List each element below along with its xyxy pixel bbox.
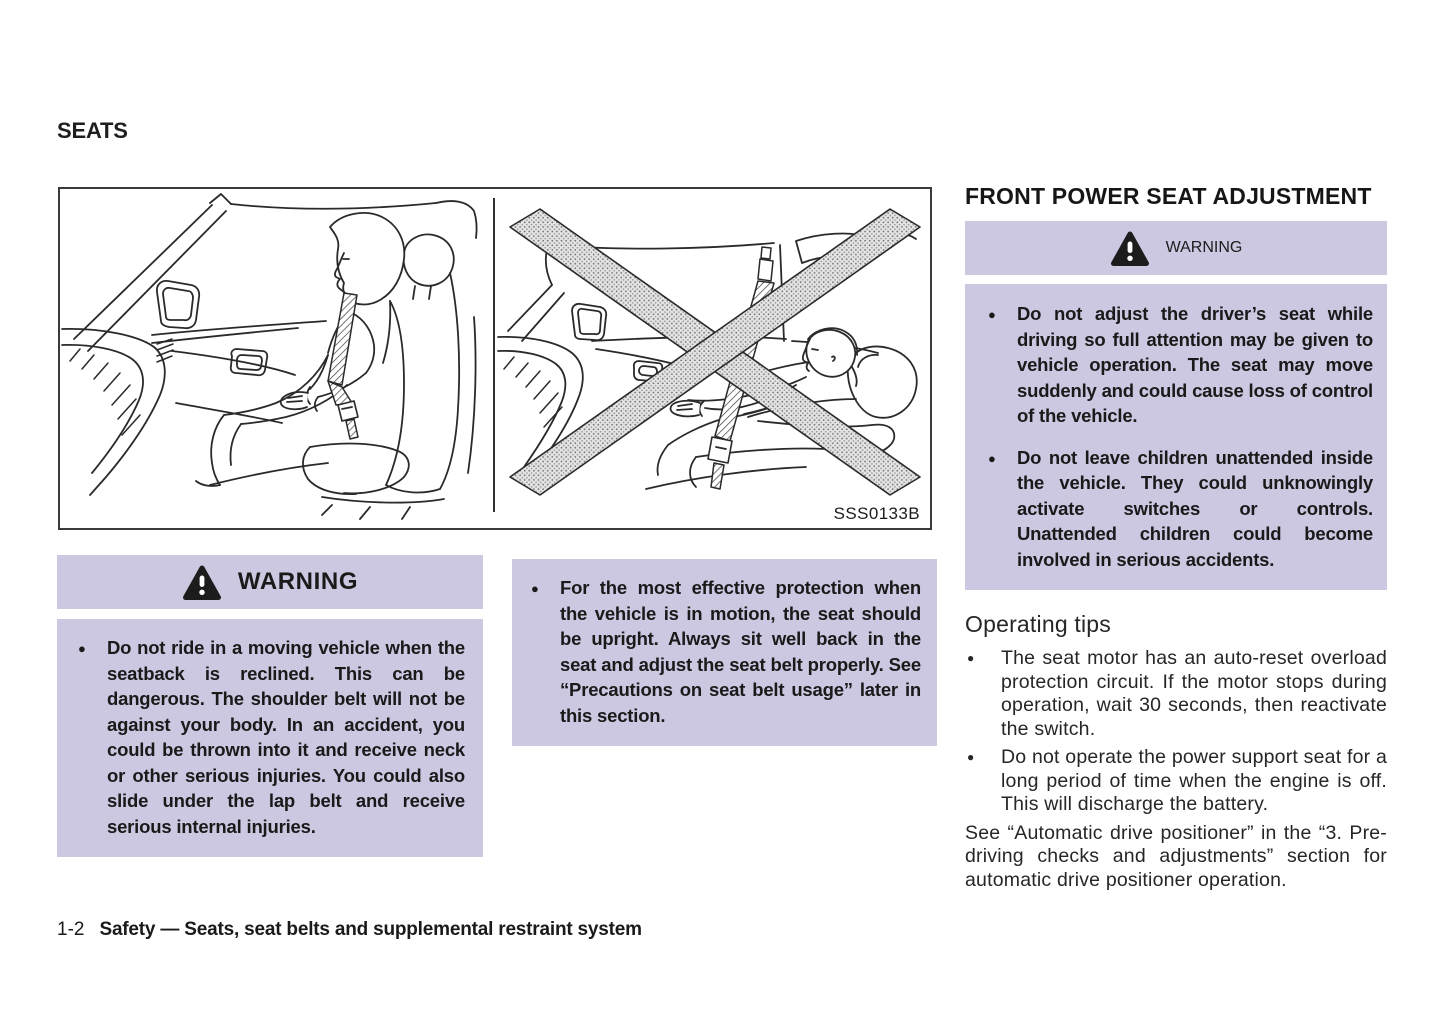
- warning-triangle-icon: [182, 564, 222, 601]
- warning-bullet: ● For the most effective protection when the vehicle is in motion, the seat should be upright. Always sit well back in the seat and adjust the seat belt properly. See “Precautions on seat belt usage” later in this section.: [530, 575, 921, 728]
- tip-bullet: ● The seat motor has an auto-reset overload protection circuit. If the motor stops during operation, wait 30 seconds, then reactivate the switch.: [965, 647, 1387, 741]
- operating-tips-list: [965, 647, 1387, 817]
- section-heading: FRONT POWER SEAT ADJUSTMENT: [965, 183, 1372, 209]
- right-column: [965, 183, 1387, 892]
- page-number: 1-2: [57, 919, 85, 940]
- warning-bullet: ● Do not leave children unattended inside the vehicle. They could unknowingly activate switches or controls. Unattended children could become involved in serious accidents.: [987, 445, 1373, 573]
- warning-bullet: ● Do not adjust the driver’s seat while driving so full attention may be given to vehicle operation. The seat may move suddenly and could cause loss of control of the vehicle.: [987, 301, 1373, 429]
- operating-tips-heading: Operating tips: [965, 611, 1111, 637]
- middle-warning-continuation: [512, 559, 937, 746]
- seat-position-figure: [58, 187, 932, 530]
- car-seat-reclined-illustration: [496, 189, 934, 528]
- left-warning-title: WARNING: [237, 568, 359, 595]
- right-warning-header: [965, 221, 1387, 275]
- figure-panel-divider: [493, 198, 495, 512]
- warning-triangle-icon: [1110, 230, 1150, 267]
- footer-section-label: Safety — Seats, seat belts and supplemental restraint system: [99, 919, 642, 940]
- page-title: SEATS: [57, 118, 128, 143]
- right-warning-body: [965, 284, 1387, 590]
- page-footer: [57, 919, 642, 941]
- tip-bullet: ● Do not operate the power support seat for a long period of time when the engine is off. This will discharge the battery.: [965, 746, 1387, 817]
- right-warning-title: WARNING: [1165, 239, 1243, 256]
- car-seat-upright-illustration: [60, 189, 492, 528]
- figure-caption: SSS0133B: [833, 504, 920, 523]
- left-warning-body: [57, 619, 483, 857]
- warning-bullet: ● Do not ride in a moving vehicle when the seatback is reclined. This can be dangerous. The shoulder belt will not be against your body. In an accident, you could be thrown into it and receive neck or other serious injuries. You could also slide under the lap belt and receive serious internal injuries.: [77, 635, 465, 839]
- left-warning-header: [57, 555, 483, 609]
- cross-reference-note: See “Automatic drive positioner” in the “3. Pre-driving checks and adjustments” section for automatic drive positioner operation.: [965, 821, 1387, 891]
